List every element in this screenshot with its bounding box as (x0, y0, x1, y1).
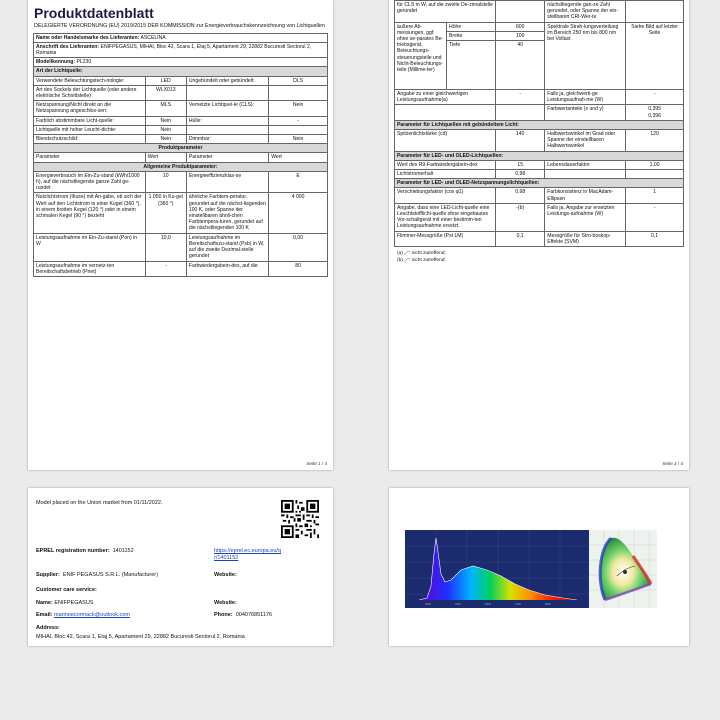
table-row: Art des Sockels der Lichtquelle (oder andere elektrische Schnittstelle) WLX013 (34, 85, 328, 100)
page-number: Seite 1 / 4 (306, 461, 327, 466)
table-row: Verwendete Beleuchtungstech-nologie: LED Ungebündelt oder gebündelt: DLS (34, 76, 328, 85)
section-directional: Parameter für Lichtquellen mit gebündeltem Licht: (395, 120, 684, 129)
table-row: Leistungsaufnahme im Ein-Zu-stand (Pon) in W 10,0 Leistungsaufnahme im Bereitschaftszu-stand (Psb) in W, auf die zweite Dezimal-stelle gerundet 0,00 (34, 233, 328, 261)
supplier-address-row: Anschrift des Lieferanten: ENIFPEGASUS, MIHAI, Bloc 42, Scara 1, Etaj 5, Apartament 29, 22882 Bucuresti Sectorul 2, Romania (34, 42, 328, 57)
footnotes (397, 250, 689, 264)
care-phone: Phone: 004076851176 (214, 612, 273, 618)
datasheet-title: Produktdatenblatt (34, 5, 154, 21)
dimensions-label: äußere Ab-messungen, ggf. ohne se-parates Be-triebsgerät, Beleuchtungs-steuerungsteile und Nicht-Beleuchtungs-teile (Millime-ter) (395, 22, 447, 89)
datasheet-page-2 (389, 0, 689, 470)
dimensions-row: äußere Ab-messungen, ggf. ohne se-parates Be-triebsgerät, Beleuchtungs-steuerungsteile und Nicht-Beleuchtungs-teile (Millime-ter) Höhe 600 Spektrale Strah-lungsverteilung im Bereich 250 nm bis 800 nm bei Vollast Siehe Bild auf letzter Seite (395, 22, 684, 31)
table-row: Lichtstromerhalt 0,98 (395, 170, 684, 179)
section-type: Art der Lichtquelle: (34, 67, 328, 76)
table-row: Wert des R9-Farbwiedergabein-dex 15 Lebensdauerfaktor 1,00 (395, 160, 684, 169)
table-row: Flimmer-Messgröße (Pst LM) 0,1 Messgröße für Stro-boskop-Effekte (SVM) 0,1 (395, 231, 684, 246)
address-value: MIHAI, Bloc 42, Scara 1, Etaj 5, Apartament 29, 22882 Bucuresti Sectorul 2, Romania (36, 634, 245, 640)
table-row: Spitzenlichtstärke (cd) 140 Halbwertswinkel im Grad oder Spanne der einstellbaren Halbwertswinkel 120 (395, 130, 684, 152)
table-row: Farbwertanteile (x und y) 0,395 0,396 (395, 105, 684, 120)
table-row: Angabe, dass eine LED-Licht-quelle eine Leuchtstofflicht-quelle ohne eingebautes Vor-schaltgerät mit einer bestimm-ten Leistungsaufnahme ersetzt. -(b) Falls ja, Angabe zur ersetzten Leistungs-aufnahme (W) - (395, 203, 684, 231)
supplier-name-row: Name oder Handelsmarke des Lieferanten: ASCELINA (34, 33, 328, 42)
product-data-table (33, 33, 328, 277)
table-row: Angabe zu einer gleichwertigen Leistungsaufnahme(a) - Falls ja, gleichwerti-ge Leistungsaufnah-me (W) - (395, 90, 684, 105)
address-label: Address: (36, 625, 60, 631)
qr-code-icon[interactable] (281, 500, 319, 538)
eprel-link[interactable]: https://eprel.ec.europa.eu/qr/1401152 (214, 548, 281, 561)
spectral-distribution-image (405, 530, 591, 608)
svg-text:400: 400 (425, 602, 431, 606)
dimensions-row: Breite 100 (395, 31, 684, 40)
care-name: Name: ENIFPEGASUS (36, 600, 94, 606)
page-number: Seite 2 / 4 (662, 461, 683, 466)
eprel-number: EPREL registration number: 1401152 (36, 548, 134, 554)
section-led: Parameter für LED- und OLED-Lichtquellen: (395, 151, 684, 160)
website-label: Website: (214, 572, 237, 578)
table-row: Blendschutzschild: Nein Dimmbar: Nein (34, 135, 328, 144)
datasheet-page-3 (28, 488, 333, 646)
care-website-label: Website: (214, 600, 237, 606)
section-mains-led: Parameter für LED- und OLED-Netzspannungslichtquellen: (395, 179, 684, 188)
svg-text:800: 800 (545, 602, 551, 606)
supplier-info: Supplier: ENIF PEGASUS S.R.L. (Manufacturer) (36, 572, 158, 578)
svg-text:600: 600 (485, 602, 491, 606)
table-row: Netzspannung/Nicht direkt an die Netzspannung angeschlos-sen: MLS Vernetzte Lichtquel-le (CLS): Nein (34, 101, 328, 116)
column-headers: Parameter Wert Parameter Wert (34, 153, 328, 162)
datasheet-page-4 (389, 488, 689, 646)
market-date-text: Model placed on the Union market from 01/11/2022. (36, 500, 163, 506)
table-row: Leistungsaufnahme im vernetz-ten Bereitschaftsbetrieb (Pnet) - Farbwiedergabein-dex, auf die 80 (34, 261, 328, 276)
section-general: Allgemeine Produktparameter: (34, 162, 328, 171)
table-row: Nutzlichtstrom (Φuse) mit An-gabe, ob sich der Wert auf den Lichtstrom in einer Kugel (360 °), in einem breiten Kegel (120 °) oder in einem schmalen Kegel (90 °) bezieht 1 050 in Ku-gel (360 °) ähnliche Farbtem-peratur, gerundet auf die nächst-liegenden 100 K, oder Spanne der einstellbaren ähnli-chen Farbtempera-turen, gerundet auf die nächstliegenden 100 K 4 000 (34, 193, 328, 233)
datasheet-page-1 (28, 0, 333, 470)
model-row: Modellkennung: PL230 (34, 58, 328, 67)
customer-care-label: Customer care service: (36, 587, 97, 593)
cie-chromaticity-image (589, 530, 657, 608)
table-row: Energieverbrauch im Ein-Zu-stand (kWh/1000 h), auf die nächstliegende ganze Zahl ge-rundet 10 Energieeffizienzklas-se E (34, 171, 328, 193)
spectral-label: Spektrale Strah-lungsverteilung im Bereich 250 nm bis 800 nm bei Vollast (545, 22, 626, 89)
footnote-a: (a) „-“: nicht zutreffend; (397, 251, 446, 257)
table-row: Lichtquelle mit hoher Leucht-dichte: Nein (34, 125, 328, 134)
svg-text:700: 700 (515, 602, 521, 606)
svg-text:500: 500 (455, 602, 461, 606)
product-data-table-continued (394, 0, 684, 247)
dimensions-row: Tiefe 40 (395, 41, 684, 90)
spectral-value: Siehe Bild auf letzter Seite (626, 22, 684, 89)
footnote-b: (b) „-“: nicht zutreffend; (397, 258, 446, 264)
care-email: Email: marinoecormack@outlook.com (36, 612, 130, 618)
regulation-subtitle: DELEGIERTE VERORDNUNG (EU) 2019/2015 DER KOMMISSION zur Energieverbrauchskennzeichnung von Lichtquellen (34, 23, 325, 29)
table-row: Farblich abstimmbare Licht-quelle: Nein Hülle: - (34, 116, 328, 125)
table-row: Verschiebungsfaktor (cos φ1) 0,98 Farbkonsistenz in MacAdam-Ellipsen 1 (395, 188, 684, 203)
email-link[interactable]: marinoecormack@outlook.com (54, 612, 130, 618)
table-row: für CLS in W, auf die zweite De-zimalstelle gerundet nächstliegende gan-ze Zahl gerundet, oder Spanne der ein-stellbaren CRI-Wer-te (395, 1, 684, 23)
section-product-params: Produktparameter (34, 144, 328, 153)
